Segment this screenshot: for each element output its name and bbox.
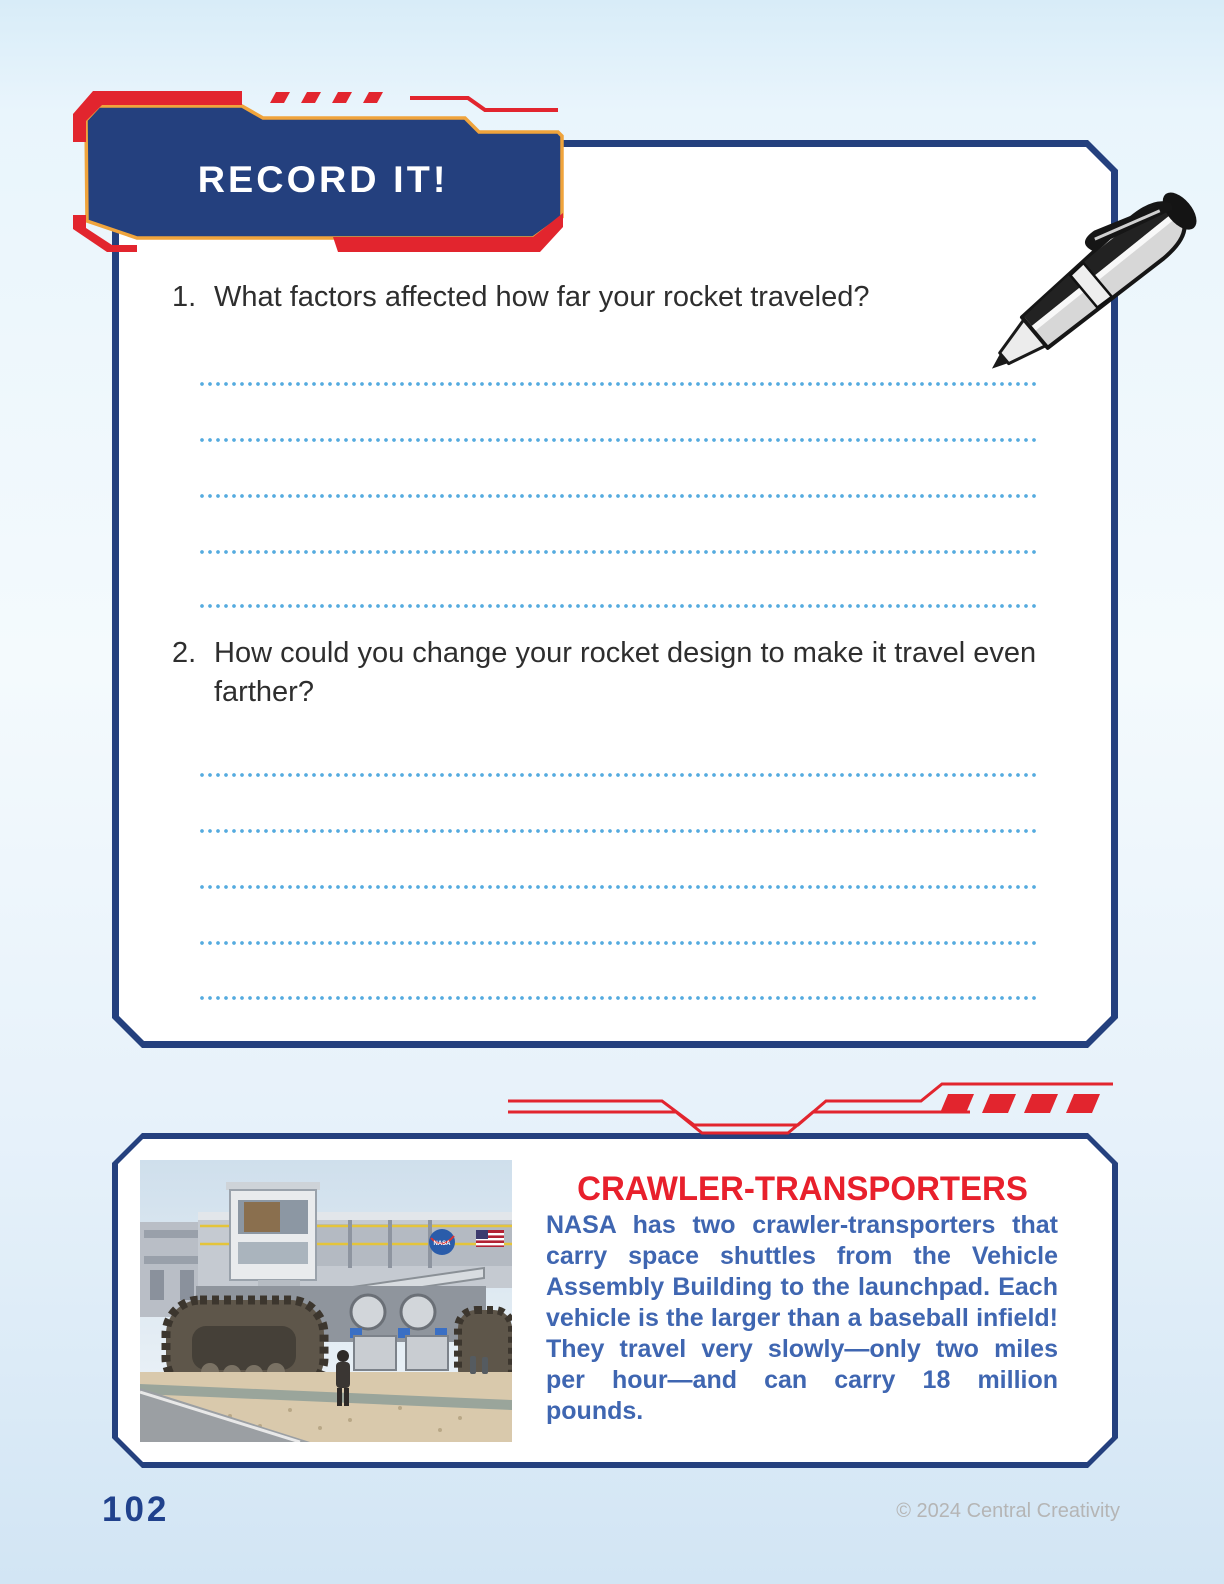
divider-line-upper xyxy=(508,1084,1113,1125)
nasa-logo xyxy=(429,1229,455,1255)
page-title: RECORD IT! xyxy=(197,159,449,200)
answer-line xyxy=(200,604,1036,608)
pen-icon xyxy=(945,148,1215,413)
hazard-slashes-icon xyxy=(940,1094,1100,1113)
divider-decoration xyxy=(470,1058,1190,1138)
fact-title: CRAWLER-TRANSPORTERS xyxy=(577,1170,1028,1208)
answer-line xyxy=(200,550,1036,554)
crawler-transporter-photo xyxy=(140,1160,512,1442)
answer-line xyxy=(200,941,1036,945)
question-1-number: 1. xyxy=(172,281,197,313)
copyright: © 2024 Central Creativity xyxy=(896,1500,1120,1522)
badge-accent-line xyxy=(410,98,558,110)
nasa-logo-text: NASA xyxy=(433,1241,451,1247)
divider-line-lower xyxy=(508,1112,970,1133)
answer-line xyxy=(200,996,1036,1000)
question-2 xyxy=(172,634,1038,711)
answer-line xyxy=(200,773,1036,777)
answer-line xyxy=(200,438,1036,442)
page-number: 102 xyxy=(102,1490,170,1529)
question-2-number: 2. xyxy=(172,637,197,669)
question-1-text: What factors affected how far your rocket traveled? xyxy=(214,281,870,313)
answer-line xyxy=(200,885,1036,889)
us-flag-icon xyxy=(476,1230,504,1247)
answer-line xyxy=(200,382,1036,386)
fact-paragraph: NASA has two crawler-transporters that carry space shuttles from the Vehicle Assembly Building to the launchpad. Each vehicle is the larger than a baseball infield! They travel very slowly—only two miles per hour—and can carry 18 million pounds. xyxy=(546,1211,1058,1425)
record-it-badge xyxy=(60,85,580,255)
answer-line xyxy=(200,829,1036,833)
answer-line xyxy=(200,494,1036,498)
hazard-slashes-icon xyxy=(270,92,383,103)
question-1 xyxy=(172,278,1072,317)
question-2-text: How could you change your rocket design to make it travel even farther? xyxy=(214,637,1037,708)
